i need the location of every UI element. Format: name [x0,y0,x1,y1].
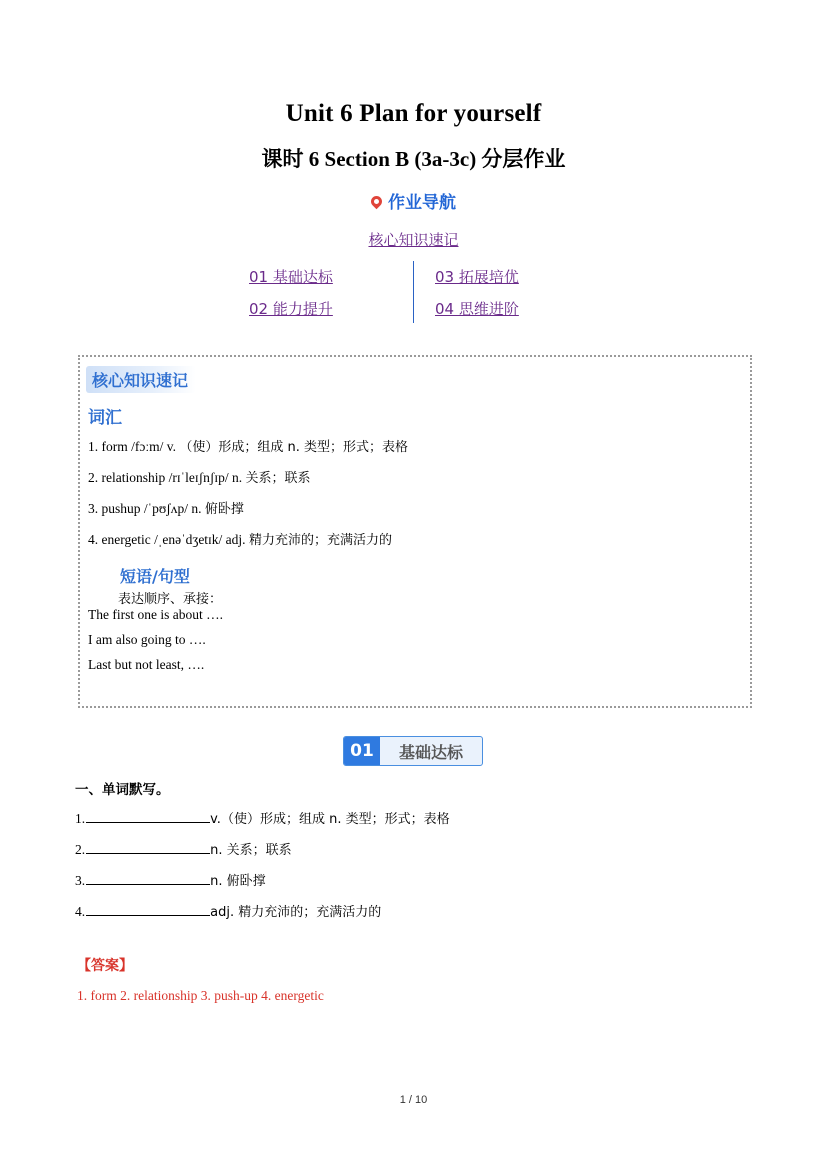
nav-link-extension[interactable]: 03 拓展培优 [435,268,519,286]
nav-link-core-knowledge[interactable] [0,229,827,250]
answer-text: 1. form 2. relationship 3. push-up 4. energetic [77,988,324,1003]
document-title: Unit 6 Plan for yourself [285,100,542,127]
phrases-heading: 短语/句型 [120,567,190,586]
phrase-item: Last but not least, …. [88,657,205,672]
phrase-item: I am also going to …. [88,632,206,647]
vocab-item: 1. form /fɔːm/ v. （使）形成；组成 n. 类型；形式；表格 [88,439,408,455]
nav-link-core-knowledge-label: 核心知识速记 [368,231,459,249]
nav-divider [413,261,414,323]
exercise-item: 2. n. 关系；联系 [75,842,292,858]
vocab-item: 3. pushup /ˈpʊʃʌp/ n. 俯卧撑 [88,501,244,517]
exercise-heading: 一、单词默写。 [75,782,170,798]
answer-blank[interactable] [86,810,210,823]
location-pin-icon [369,194,385,210]
vocab-heading: 词汇 [88,408,122,428]
nav-link-basic[interactable]: 01 基础达标 [249,268,333,286]
nav-link-ability[interactable]: 02 能力提升 [249,300,333,318]
section-badge-label: 基础达标 [398,742,463,762]
answer-blank[interactable] [86,903,210,916]
core-knowledge-banner: 核心知识速记 [86,366,196,393]
homework-nav-heading-text: 作业导航 [388,193,456,213]
section-badge-number: 01 [344,737,380,765]
exercise-item: 3. n. 俯卧撑 [75,873,266,889]
answer-label: 【答案】 [77,958,133,974]
phrase-intro: 表达顺序、承接： [118,592,223,607]
answer-blank[interactable] [86,841,210,854]
nav-link-thinking[interactable]: 04 思维进阶 [435,300,519,318]
vocab-item: 2. relationship /rɪˈleɪʃnʃɪp/ n. 关系；联系 [88,470,311,486]
phrase-item: The first one is about …. [88,607,223,622]
homework-nav-heading [0,188,827,213]
page-number: 1 / 10 [399,1094,428,1106]
exercise-item: 1. v.（使）形成；组成 n. 类型；形式；表格 [75,811,450,827]
answer-blank[interactable] [86,872,210,885]
document-subtitle: 课时 6 Section B (3a-3c) 分层作业 [261,147,566,171]
vocab-item: 4. energetic /ˌenəˈdʒetɪk/ adj. 精力充沛的；充满活力的 [88,532,392,548]
section-badge-basic [343,736,483,766]
exercise-item: 4. adj. 精力充沛的；充满活力的 [75,904,382,920]
